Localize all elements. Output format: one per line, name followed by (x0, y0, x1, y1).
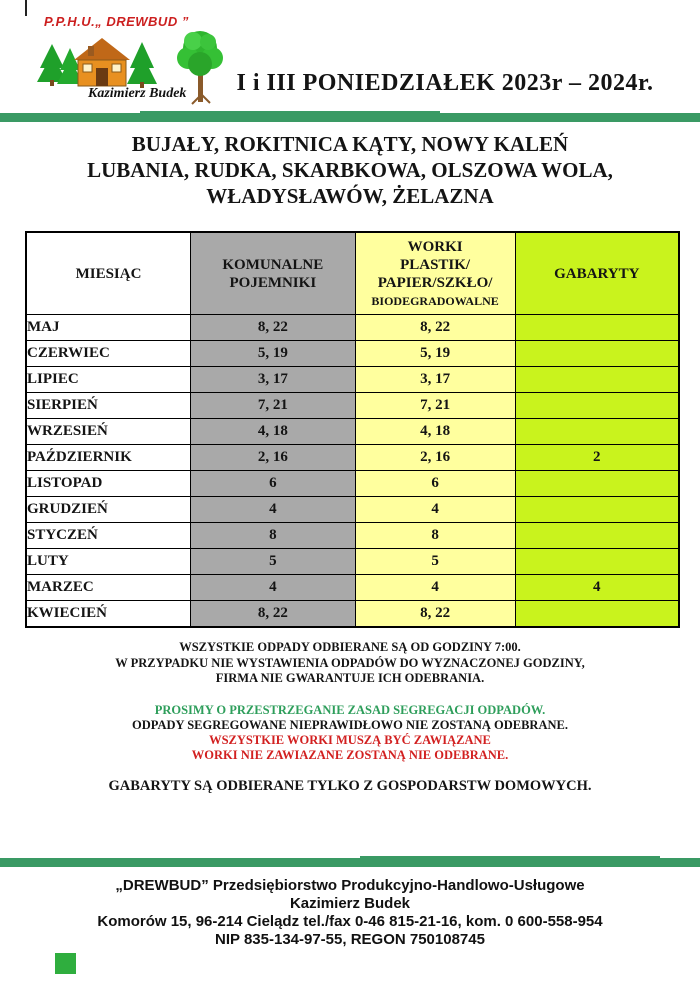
footer-line: Komorów 15, 96-214 Cielądz tel./fax 0-46 815-21-16, kom. 0 600-558-954 (97, 913, 603, 930)
gabaryty-cell (515, 315, 679, 341)
month-cell: LIPIEC (26, 367, 191, 393)
worki-cell: 8, 22 (355, 315, 515, 341)
localities-line: WŁADYSŁAWÓW, ŻELAZNA (206, 184, 494, 208)
worki-cell: 7, 21 (355, 393, 515, 419)
pickup-note-line: W PRZYPADKU NIE WYSTAWIENIA ODPADÓW DO WYZNACZONEJ GODZINY, (115, 655, 585, 670)
segregation-note-line: PROSIMY O PRZESTRZEGANIE ZASAD SEGREGACJI ODPADÓW. (154, 703, 546, 717)
logo-owner-name: Kazimierz Budek (88, 86, 187, 101)
komunalne-cell: 4, 18 (191, 419, 356, 445)
table-row (26, 445, 679, 471)
footer-line: NIP 835-134-97-55, REGON 750108745 (215, 931, 485, 948)
komunalne-cell: 4 (191, 497, 356, 523)
table-row (26, 471, 679, 497)
schedule-table (25, 231, 680, 628)
month-cell: GRUDZIEŃ (26, 497, 191, 523)
pickup-note-line: WSZYSTKIE ODPADY ODBIERANE SĄ OD GODZINY 7:00. (179, 640, 521, 654)
worki-cell: 8, 22 (355, 601, 515, 628)
segregation-note-line: WORKI NIE ZAWIAZANE ZOSTANĄ NIE ODEBRANE. (191, 748, 509, 762)
month-cell: KWIECIEŃ (26, 601, 191, 628)
gabaryty-cell (515, 523, 679, 549)
footer-line: Kazimierz Budek (289, 895, 411, 912)
worki-cell: 4, 18 (355, 419, 515, 445)
localities-line: LUBANIA, RUDKA, SKARBKOWA, OLSZOWA WOLA, (87, 158, 613, 182)
company-footer (30, 877, 670, 949)
header-gabaryty: GABARYTY (515, 232, 679, 315)
worki-cell: 4 (355, 497, 515, 523)
table-row (26, 601, 679, 628)
page-title: I i III PONIEDZIAŁEK 2023r – 2024r. (236, 70, 654, 96)
worki-cell: 5, 19 (355, 341, 515, 367)
komunalne-cell: 8, 22 (191, 601, 356, 628)
month-cell: SIERPIEŃ (26, 393, 191, 419)
header-komunalne: KOMUNALNE POJEMNIKI (191, 232, 356, 315)
komunalne-cell: 3, 17 (191, 367, 356, 393)
scan-artifact-tick (25, 0, 27, 16)
table-row (26, 523, 679, 549)
gabaryty-cell (515, 367, 679, 393)
page-artifact-green-square (55, 953, 76, 974)
worki-cell: 3, 17 (355, 367, 515, 393)
month-cell: LISTOPAD (26, 471, 191, 497)
month-cell: LUTY (26, 549, 191, 575)
logo-company-name: P.P.H.U.„ DREWBUD ” (44, 14, 189, 29)
month-cell: MAJ (26, 315, 191, 341)
table-row (26, 575, 679, 601)
gabaryty-cell (515, 393, 679, 419)
month-cell: PAŹDZIERNIK (26, 445, 191, 471)
month-cell: CZERWIEC (26, 341, 191, 367)
segregation-note-line: ODPADY SEGREGOWANE NIEPRAWIDŁOWO NIE ZOSTANĄ ODEBRANE. (132, 718, 568, 732)
table-row (26, 549, 679, 575)
gabaryty-cell: 4 (515, 575, 679, 601)
footer-line: „DREWBUD” Przedsiębiorstwo Produkcyjno-Handlowo-Usługowe (115, 877, 585, 894)
divider-bottom (0, 858, 700, 867)
worki-cell: 4 (355, 575, 515, 601)
gabaryty-note: GABARYTY SĄ ODBIERANE TYLKO Z GOSPODARSTW DOMOWYCH. (108, 778, 592, 794)
month-cell: WRZESIEŃ (26, 419, 191, 445)
komunalne-cell: 7, 21 (191, 393, 356, 419)
divider-top (0, 113, 700, 122)
komunalne-cell: 8 (191, 523, 356, 549)
month-cell: MARZEC (26, 575, 191, 601)
komunalne-cell: 8, 22 (191, 315, 356, 341)
komunalne-cell: 5 (191, 549, 356, 575)
table-row (26, 393, 679, 419)
gabaryty-cell (515, 341, 679, 367)
pine-tree-icon (127, 42, 157, 88)
gabaryty-cell (515, 497, 679, 523)
month-cell: STYCZEŃ (26, 523, 191, 549)
segregation-note (40, 703, 660, 763)
table-row (26, 315, 679, 341)
worki-cell: 8 (355, 523, 515, 549)
localities-heading (40, 131, 660, 209)
pickup-note (40, 640, 660, 687)
worki-cell: 6 (355, 471, 515, 497)
komunalne-cell: 5, 19 (191, 341, 356, 367)
gabaryty-cell (515, 601, 679, 628)
worki-cell: 5 (355, 549, 515, 575)
gabaryty-cell (515, 549, 679, 575)
table-header-row (26, 232, 679, 315)
company-logo (30, 6, 225, 108)
komunalne-cell: 4 (191, 575, 356, 601)
gabaryty-cell (515, 471, 679, 497)
house-icon (74, 38, 130, 86)
table-row (26, 367, 679, 393)
komunalne-cell: 2, 16 (191, 445, 356, 471)
komunalne-cell: 6 (191, 471, 356, 497)
pickup-note-line: FIRMA NIE GWARANTUJE ICH ODEBRANIA. (215, 671, 485, 685)
gabaryty-cell: 2 (515, 445, 679, 471)
header-month: MIESIĄC (26, 232, 191, 315)
localities-line: BUJAŁY, ROKITNICA KĄTY, NOWY KALEŃ (131, 132, 569, 156)
table-row (26, 419, 679, 445)
table-row (26, 341, 679, 367)
segregation-note-line: WSZYSTKIE WORKI MUSZĄ BYĆ ZAWIĄZANE (209, 733, 491, 747)
table-row (26, 497, 679, 523)
header-worki: WORKI PLASTIK/ PAPIER/SZKŁO/ BIODEGRADOWALNE (355, 232, 515, 315)
gabaryty-cell (515, 419, 679, 445)
worki-cell: 2, 16 (355, 445, 515, 471)
schedule-table-body (26, 315, 679, 628)
